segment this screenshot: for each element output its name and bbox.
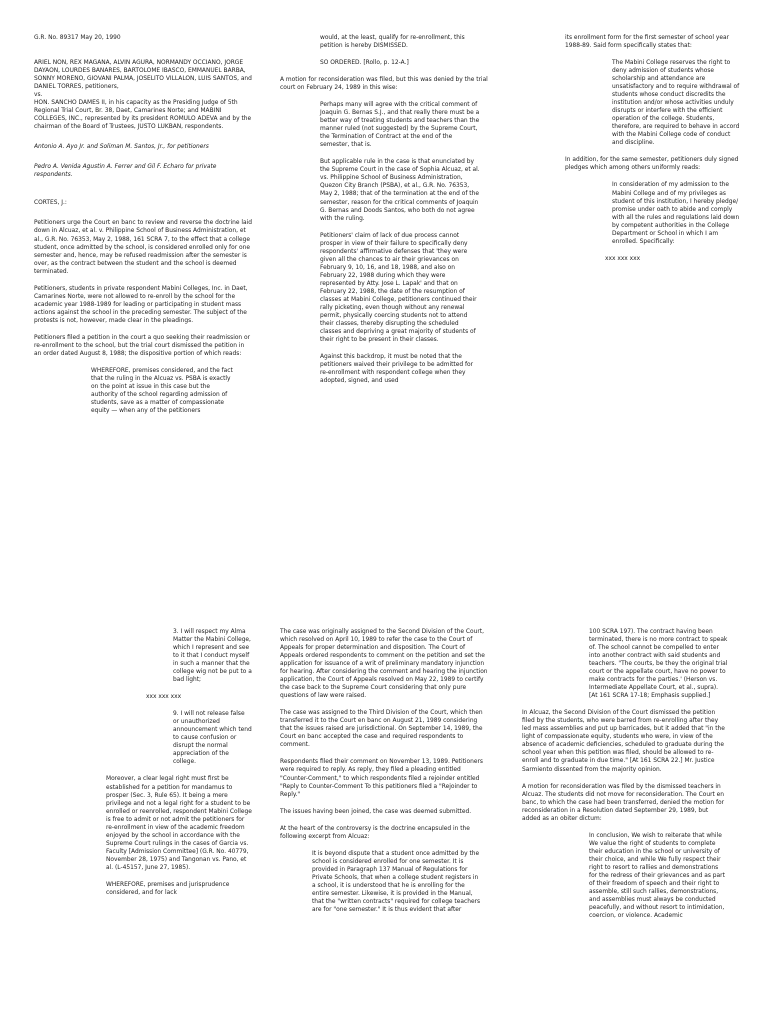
block-quote: The Mabini College reserves the right to deny admission of students whose scholarship and attendance are unsatisfactory and to require withdrawal of students whose conduct discredits the institution and/or whose activities unduly disrupts or interfere with the efficient operation of the college. Students, therefore, are required to behave in accord with the Mabini College code of conduct and discipline. bbox=[612, 60, 740, 147]
block-quote: 9. I will not release false or unauthorized announcement which tend to cause confusion or disrupt the normal appreciation of the college. bbox=[173, 711, 252, 766]
page2-column-left bbox=[106, 628, 252, 1024]
block-quote: In consideration of my admission to the Mabini College and of my privileges as student of this institution, I hereby pledge/ promise under oath to abide and comply with all the rules and regulations laid down by competent authorities in the College Department or School in which I am enrolled. Specifically: bbox=[612, 182, 740, 245]
ellipsis-separator: xxx xxx xxx bbox=[146, 694, 182, 701]
page1-column-right bbox=[565, 34, 740, 512]
paragraph: WHEREFORE, premises and jurisprudence considered, and for lack bbox=[106, 881, 230, 896]
block-quote: WHEREFORE, premises considered, and the fact that the ruling in the Alcuaz vs. PSBA is exactly on the point at issue in this case but the authority of the school regarding admission of students, save as a matter of compassionate equity — when any of the petitioners bbox=[91, 367, 233, 415]
block-quote: It is beyond dispute that a student once admitted by the school is considered enrolled for one semester. It is provided in Paragraph 137 Manual of Regulations for Private Schools, that when a college student registers in a school, it is understood that he is enrolling for the entire semester. Likewise, it is provided in the Manual, that the "written contracts" required for college teachers are for "one semester." It is thus evident that after bbox=[312, 850, 481, 913]
block-quote: SO ORDERED. [Rollo, p. 12-A.] bbox=[320, 60, 409, 67]
page2-column-right bbox=[522, 628, 728, 1024]
paragraph: A motion for reconsideration was filed, but this was denied by the trial court on February 24, 1989 in this wise: bbox=[280, 77, 488, 92]
paragraph: At the heart of the controversy is the doctrine encapsuled in the following excerpt from Alcuaz: bbox=[280, 825, 470, 840]
ellipsis-separator: xxx xxx xxx bbox=[605, 255, 641, 262]
block-quote: 100 SCRA 197). The contract having been terminated, there is no more contract to speak of. The school cannot be compelled to enter into another contract with said students and teachers. "The courts, be they the original trial court or the appellate court, have no power to make contracts for the parties.' (Herson vs. Intermediate Appellate Court, et al., supra). [At 161 SCRA 17-18; Emphasis supplied.] bbox=[589, 629, 728, 700]
paragraph: its enrollment form for the first semester of school year 1988-89. Said form specifically states that: bbox=[565, 35, 729, 50]
document-page-2 bbox=[0, 512, 768, 1024]
block-quote: In conclusion, We wish to reiterate that while We value the right of students to complete their education in the school or university of their choice, and while We fully respect their right to resort to rallies and demonstrations for the redress of their grievances and as part of their freedom of speech and their right to assemble, still such rallies, demonstrations, and assemblies must always be conducted peacefully, and without resort to intimidation, coercion, or violence. Academic bbox=[589, 832, 725, 919]
petitioners-list: ARIEL NON, REX MAGANA, ALVIN AGURA, NORMANDY OCCIANO, JORGE DAYAON, LOURDES BANARES, BARTOLOME IBASCO, EMMANUEL BARBA, SONNY MORENO, GIOVANI PALMA, JOSELITO VILLALON, LUIS SANTOS, and DANIEL TORRES, petitioners, bbox=[34, 60, 252, 91]
paragraph: Petitioners filed a petition in the court a quo seeking their readmission or re-enrollment to the school, but the trial court dismissed the petition in an order dated August 8, 1988; the dispositive portion of which reads: bbox=[34, 334, 251, 357]
paragraph: Petitioners, students in private respondent Mabini Colleges, Inc. in Daet, Camarines Norte, were not allowed to re-enroll by the school for the academic year 1988-1989 for leading or participating in student mass actions against the school in the preceding semester. The subject of the protests is not, however, made clear in the pleadings. bbox=[34, 285, 248, 324]
block-quote: would, at the least, qualify for re-enrollment, this petition is hereby DISMISSED. bbox=[320, 35, 465, 50]
block-quote: Against this backdrop, it must be noted that the petitioners waived their privilege to be admitted for re-enrollment with respondent college when they adopted, signed, and used bbox=[320, 354, 474, 385]
counsel-petitioners: Antonio A. Ayo Jr. and Soliman M. Santos, Jr., for petitioners bbox=[34, 144, 209, 151]
respondents-list: HON. SANCHO DAMES II, in his capacity as the Presiding Judge of 5th Regional Trial Court, Br. 38, Daet, Camarines Norte; and MABINI COLLEGES, INC., represented by its president ROMULO ADEVA and by the chairman of the Board of Trustees, JUSTO LUKBAN, respondents. bbox=[34, 100, 252, 131]
page1-column-middle bbox=[280, 34, 488, 512]
versus-label: vs. bbox=[34, 92, 43, 99]
paragraph: Petitioners urge the Court en banc to review and reverse the doctrine laid down in Alcuaz, et al. v. Philippine School of Business Administration, et al., G.R. No. 76353, May 2, 1988, 161 SCRA 7, to the effect that a college student, once admitted by the school, is considered enrolled only for one semester and, hence, may be refused readmission after the semester is over, as the contract between the student and the school is deemed terminated. bbox=[34, 220, 252, 275]
paragraph: A motion for reconsideration was filed by the dismissed teachers in Alcuaz. The students did not move for reconsideration. The Court en banc, to which the case had been transferred, denied the motion for reconsideration in a Resolution dated September 29, 1989, but added as an obiter dictum: bbox=[522, 783, 725, 822]
paragraph: The case was originally assigned to the Second Division of the Court, which resolved on April 10, 1989 to refer the case to the Court of Appeals for proper determination and disposition. The Court of Appeals ordered respondents to comment on the petition and set the application for issuance of a writ of preliminary mandatory injunction for hearing. After considering the comment and hearing the injunction application, the Court of Appeals resolved on May 22, 1989 to certify the case back to the Supreme Court considering that only pure questions of law were raised. bbox=[280, 629, 488, 700]
paragraph: The issues having been joined, the case was deemed submitted. bbox=[280, 808, 472, 815]
paragraph: Moreover, a clear legal right must first be established for a petition for mandamus to prosper (Sec. 3, Rule 65). It being a mere privilege and not a legal right for a student to be enrolled or reenrolled, respondent Mabini College is free to admit or not admit the petitioners for re-enrollment in view of the academic freedom enjoyed by the school in accordance with the Supreme Court rulings in the cases of Garcia vs. Faculty [Admission Committee] (G.R. No. 40779, November 28, 1975) and Tangonan vs. Pano, et al. (L-45157, June 27, 1985). bbox=[106, 776, 252, 871]
ponente: CORTES, J.: bbox=[34, 200, 67, 207]
block-quote: Petitioners' claim of lack of due process cannot prosper in view of their failure to specifically deny respondents' affirmative defenses that 'they were given all the chances to air their grievances on February 9, 10, 16, and 18, 1988, and also on February 22, 1988 during which they were represented by Atty. Jose L. Lapak' and that on February 22, 1988, the date of the resumption of classes at Mabini College, petitioners continued their rally picketing, even though without any renewal permit, physically coercing students not to attend their classes, thereby disrupting the scheduled classes and depriving a great majority of students of their right to be present in their classes. bbox=[320, 232, 477, 343]
case-citation: G.R. No. 89317 May 20, 1990 bbox=[34, 35, 121, 41]
block-quote: Perhaps many will agree with the critical comment of Joaquin G. Bernas S.J., and that really there must be a better way of treating students and teachers than the manner ruled (not suggested) by the Supreme Court, the Termination of Contract at the end of the semester, that is. bbox=[320, 102, 480, 149]
block-quote: 3. I will respect my Alma Matter the Mabini College, which I represent and see to it that I conduct myself in such a manner that the college wig not be put to a bad light; bbox=[173, 629, 252, 684]
page1-column-left bbox=[34, 34, 252, 512]
paragraph: In Alcuaz, the Second Division of the Court dismissed the petition filed by the students, who were barred from re-enrolling after they led mass assemblies and put up barricades, but it added that "in the light of compassionate equity, students who were, in view of the absence of academic deficiencies, scheduled to graduate during the school year when this petition was filed, should be allowed to re-enroll and to graduate in due time." [At 161 SCRA 22.] Mr. Justice Sarmiento dissented from the majority opinion. bbox=[522, 710, 725, 773]
paragraph: In addition, for the same semester, petitioners duly signed pledges which among others uniformly reads: bbox=[565, 157, 739, 172]
page2-column-middle bbox=[280, 628, 488, 1024]
counsel-respondents: Pedro A. Venida Agustin A. Ferrer and Gil F. Echaro for private respondents. bbox=[34, 164, 217, 179]
paragraph: Respondents filed their comment on November 13, 1989. Petitioners were required to reply. As reply, they filed a pleading entitled "Counter-Comment," to which respondents filed a rejoinder entitled "Reply to Counter-Comment To this petitioners filed a "Rejoinder to Reply." bbox=[280, 759, 483, 798]
paragraph: The case was assigned to the Third Division of the Court, which then transferred it to the Court en banc on August 21, 1989 considering that the issues raised are jurisdictional. On September 14, 1989, the Court en banc accepted the case and required respondents to comment. bbox=[280, 710, 483, 749]
block-quote: But applicable rule in the case is that enunciated by the Supreme Court in the case of Sophia Alcuaz, et al. vs. Philippine School of Business Administration, Quezon City Branch (PSBA), et al., G.R. No. 76353, May 2, 1988; that of the termination at the end of the semester, reason for the critical comments of Joaquin G. Bernas and Doods Santos, who both do not agree with the ruling. bbox=[320, 159, 480, 222]
